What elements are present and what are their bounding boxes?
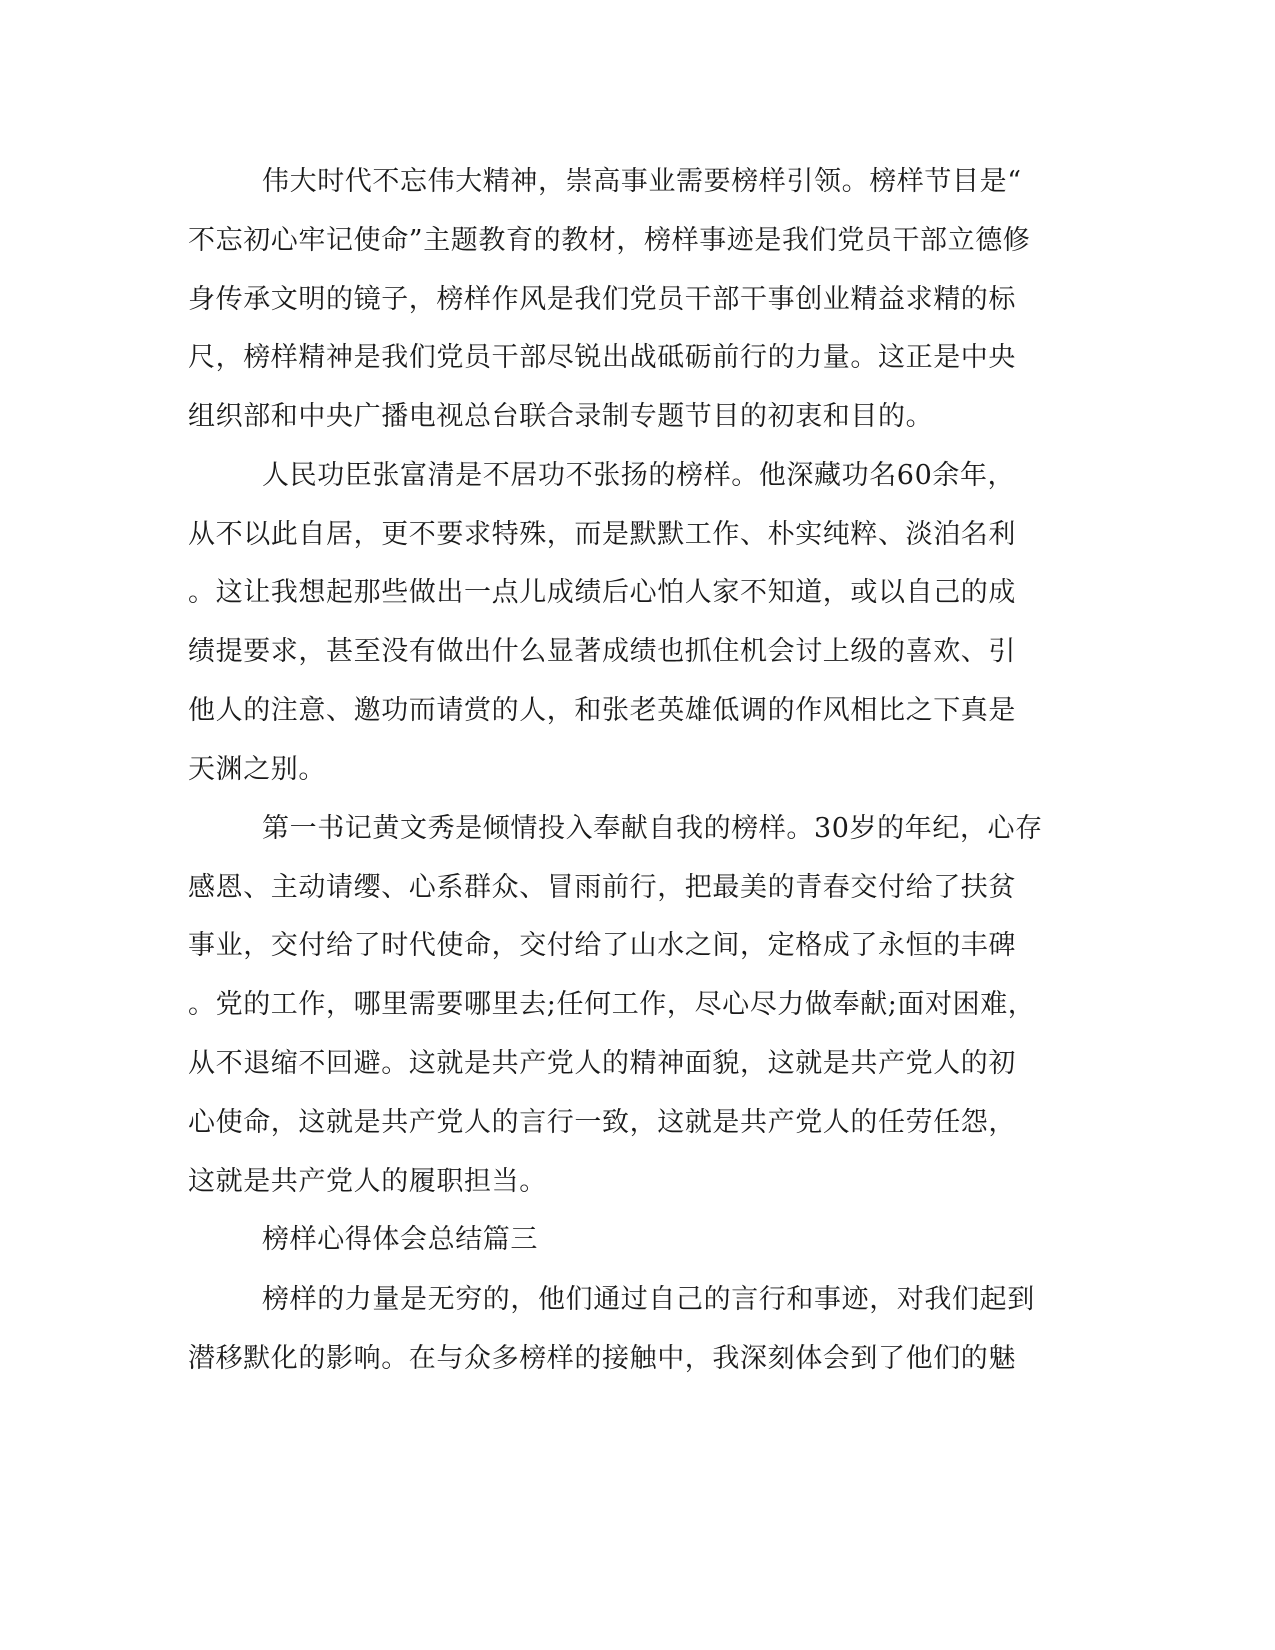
section-heading: 榜样心得体会总结篇三 (262, 1224, 538, 1255)
paragraph-2-line-5: 他人的注意、邀功而请赏的人，和张老英雄低调的作风相比之下真是 (188, 695, 1016, 726)
paragraph-1-line-2: 不忘初心牢记使命”主题教育的教材，榜样事迹是我们党员干部立德修 (188, 225, 1031, 256)
paragraph-4-line-1: 榜样的力量是无穷的，他们通过自己的言行和事迹，对我们起到 (262, 1284, 1035, 1315)
paragraph-1-line-5: 组织部和中央广播电视总台联合录制专题节目的初衷和目的。 (188, 401, 934, 432)
paragraph-2-line-3: 。这让我想起那些做出一点儿成绩后心怕人家不知道，或以自己的成 (188, 577, 1016, 608)
paragraph-3-line-4: 。党的工作，哪里需要哪里去;任何工作，尽心尽力做奉献;面对困难， (188, 989, 1036, 1020)
paragraph-3-line-5: 从不退缩不回避。这就是共产党人的精神面貌，这就是共产党人的初 (188, 1048, 1016, 1079)
paragraph-3-line-7: 这就是共产党人的履职担当。 (188, 1166, 547, 1197)
paragraph-1-line-3: 身传承文明的镜子，榜样作风是我们党员干部干事创业精益求精的标 (188, 284, 1016, 315)
paragraph-2-line-2: 从不以此自居，更不要求特殊，而是默默工作、朴实纯粹、淡泊名利 (188, 519, 1016, 550)
paragraph-4-line-2: 潜移默化的影响。在与众多榜样的接触中，我深刻体会到了他们的魅 (188, 1343, 1016, 1374)
paragraph-2-line-4: 绩提要求，甚至没有做出什么显著成绩也抓住机会讨上级的喜欢、引 (188, 636, 1016, 667)
paragraph-3-line-2: 感恩、主动请缨、心系群众、冒雨前行，把最美的青春交付给了扶贫 (188, 872, 1016, 903)
paragraph-3-line-6: 心使命，这就是共产党人的言行一致，这就是共产党人的任劳任怨， (188, 1107, 1016, 1138)
paragraph-3-line-1: 第一书记黄文秀是倾情投入奉献自我的榜样。30岁的年纪，心存 (262, 813, 1043, 844)
paragraph-1-line-4: 尺，榜样精神是我们党员干部尽锐出战砥砺前行的力量。这正是中央 (188, 342, 1016, 373)
paragraph-3-line-3: 事业，交付给了时代使命，交付给了山水之间，定格成了永恒的丰碑 (188, 930, 1016, 961)
paragraph-2-line-1: 人民功臣张富清是不居功不张扬的榜样。他深藏功名60余年， (262, 460, 1016, 491)
paragraph-2-line-6: 天渊之别。 (188, 754, 326, 785)
paragraph-1-line-1: 伟大时代不忘伟大精神，崇高事业需要榜样引领。榜样节目是“ (262, 166, 1022, 197)
